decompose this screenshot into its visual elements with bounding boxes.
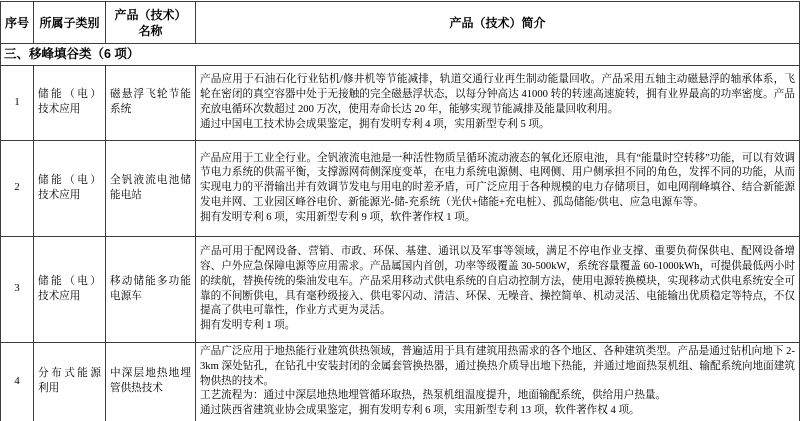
intro-paragraph: 通过中国电工技术协会成果鉴定，拥有发明专利 4 项，实用新型专利 5 项。 <box>200 118 550 130</box>
intro-paragraph: 产品广泛应用于地热能行业建筑供热领域，普遍适用于具有建筑用热需求的各个地区、各种建筑类型。产品是通过钻机向地下 2-3km 深处钻孔，在钻孔中安装封闭的金属套管换热器，通过换热介质导出地下热能，并通过地面热泵机组、输配系统向地面建筑物供热的技术。 <box>200 346 795 387</box>
row-category: 分布式能源利用 <box>34 343 106 421</box>
header-name: 产品（技术）名称 <box>106 2 196 44</box>
row-seq: 3 <box>1 237 34 343</box>
intro-paragraph: 通过陕西省建筑业协会成果鉴定，拥有发明专利 6 项，实用新型专利 13 项，软件著作权 4 项。 <box>200 405 640 417</box>
table-row <box>1 66 800 141</box>
row-category: 储能（电）技术应用 <box>34 66 106 141</box>
intro-paragraph: 产品应用于石油石化行业钻机/修井机等节能减排，轨道交通行业再生制动能量回收。产品采用五轴主动磁悬浮的轴承体系，飞轮在密闭的真空容器中处于无接触的完全磁悬浮状态，以每分钟高达 41000 转的转速高速旋转，拥有业界最高的功率密度。产品充放电循环次数超过 200 万次，使用寿命长达 20 年，能够实现节能减排及能量回收利用。 <box>200 74 795 115</box>
row-seq: 2 <box>1 141 34 237</box>
row-category: 储能（电）技术应用 <box>34 141 106 237</box>
row-intro <box>196 237 800 343</box>
row-intro <box>196 66 800 141</box>
section-title: 三、移峰填谷类（6 项） <box>1 44 800 66</box>
intro-paragraph: 拥有发明专利 1 项。 <box>200 320 296 332</box>
table-row <box>1 141 800 237</box>
header-category: 所属子类别 <box>34 2 106 44</box>
table-header-row <box>1 2 800 44</box>
row-intro <box>196 343 800 421</box>
intro-paragraph: 产品可用于配网设备、营销、市政、环保、基建、通讯以及军事等领域，满足不停电作业支撑、重要负荷保供电、配网设备增容、户外应急保障电源等应用需求。产品属国内首创，功率等级覆盖 30-500kW，系统容量覆盖 60-1000kWh，可提供最低两小时的续航，替换传统的柴油发电车。产品采用移动式供电系统的自启动控制方法，使用电源转换模块，实现移动式供电系统安全可靠的不间断供电，具有毫秒级接入、供电零闪动、清洁、环保、无噪音、操控简单、机动灵活、电能输出优质稳定等特点，不仅提高了供电可靠性，作业方式更为灵活。 <box>200 246 795 317</box>
intro-paragraph: 产品应用于工业全行业。全钒液流电池是一种活性物质呈循环流动液态的氧化还原电池，具有“能量时空转移”功能，可以有效调节电力系统的供需平衡，支撑源网荷侧深度变革，在电力系统电源侧、电网侧、用户侧承担不同的角色，发挥不同的功能，从而实现电力的平滑输出并有效调节发电与用电的时差矛盾，可广泛应用于各种规模的电力存储项目，如电网削峰填谷、结合新能源发电并网、工业园区峰谷电价、新能源光-储-充系统（光伏+储能+充电桩）、孤岛储能/供电、应急电源车等。 <box>200 152 795 208</box>
product-technology-table <box>0 1 800 421</box>
intro-paragraph: 工艺流程为：通过中深层地热地埋管循环取热，热泵机组温度提升，地面输配系统，供给用户热量。 <box>200 390 667 402</box>
section-row <box>1 44 800 66</box>
row-seq: 1 <box>1 66 34 141</box>
table-row <box>1 237 800 343</box>
header-seq: 序号 <box>1 2 34 44</box>
row-intro <box>196 141 800 237</box>
row-product-name: 全钒液流电池储能电站 <box>106 141 196 237</box>
header-intro: 产品（技术）简介 <box>196 2 800 44</box>
row-category: 储能（电）技术应用 <box>34 237 106 343</box>
table-row <box>1 343 800 421</box>
row-product-name: 磁悬浮飞轮节能系统 <box>106 66 196 141</box>
row-product-name: 中深层地热地埋管供热技术 <box>106 343 196 421</box>
row-seq: 4 <box>1 343 34 421</box>
intro-paragraph: 拥有发明专利 6 项，实用新型专利 9 项，软件著作权 1 项。 <box>200 211 476 223</box>
row-product-name: 移动储能多功能电源车 <box>106 237 196 343</box>
